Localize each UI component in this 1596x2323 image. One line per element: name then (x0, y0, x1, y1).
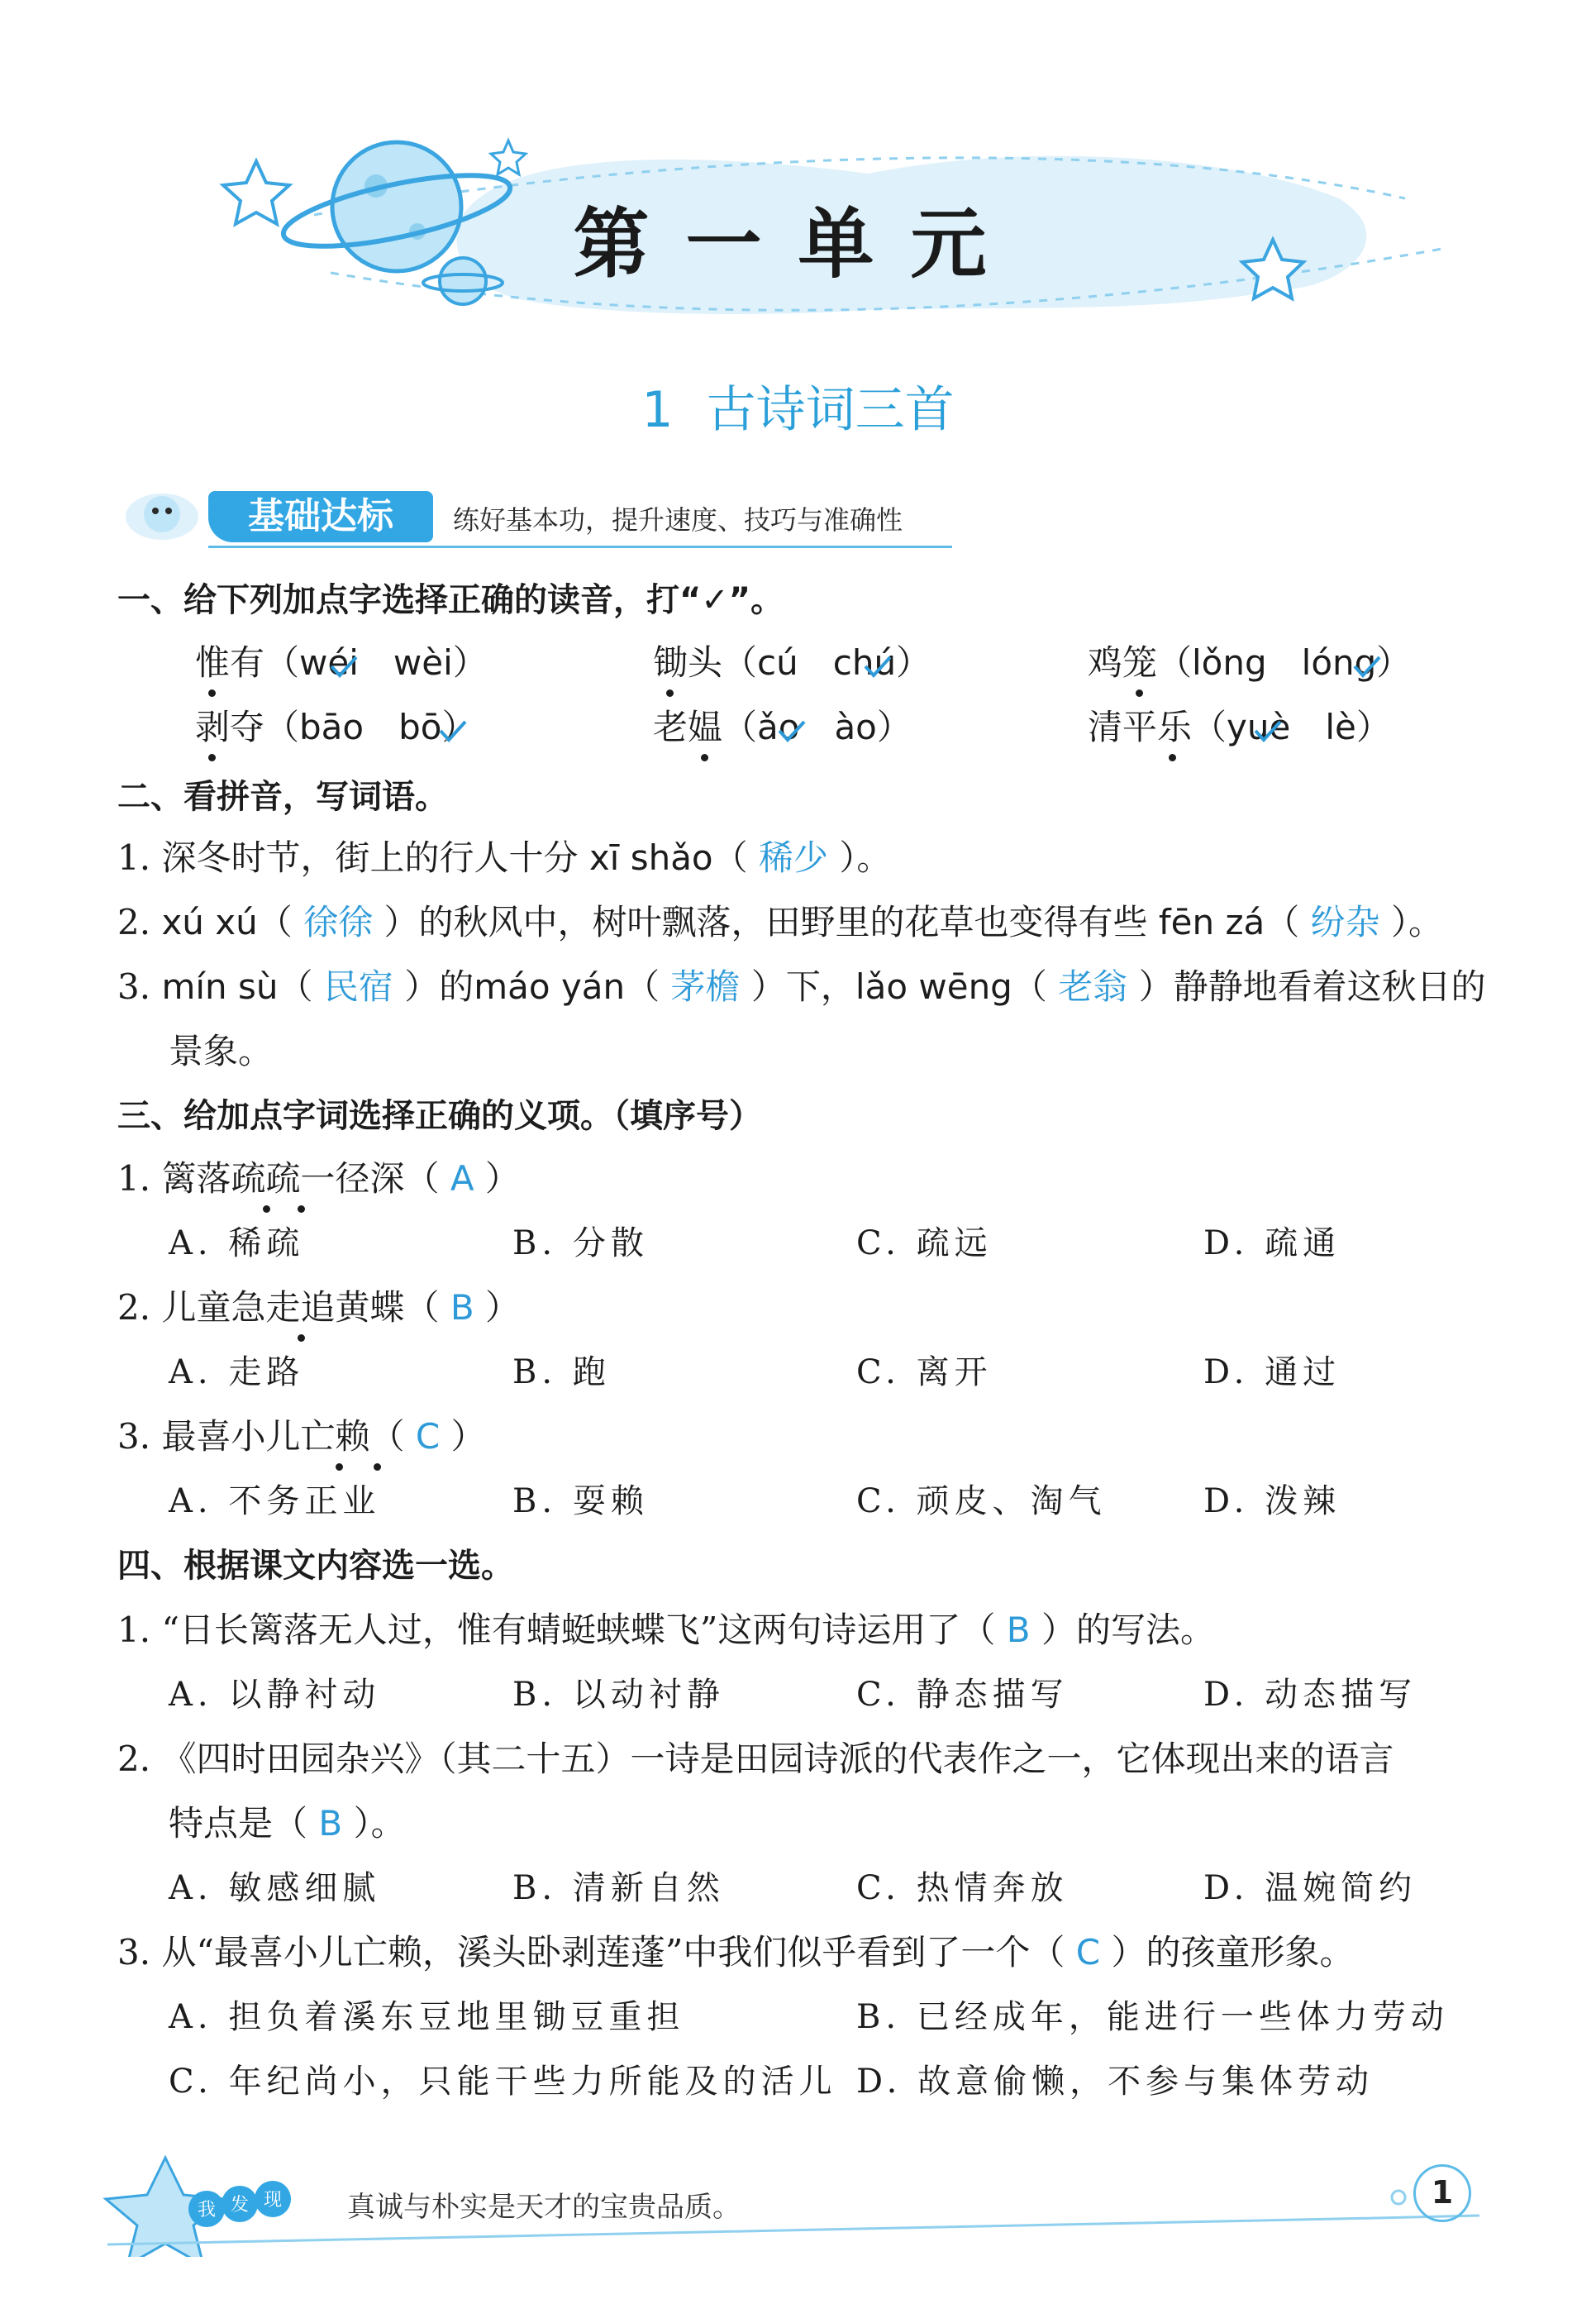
emphasis-dot (336, 1463, 343, 1471)
option: B. 分散 (512, 1224, 649, 1262)
emphasis-dot (208, 689, 216, 697)
option: C. 顽皮、淘气 (856, 1482, 1107, 1520)
check-icon (1352, 655, 1382, 680)
option: A. 不务正业 (169, 1482, 381, 1520)
answer: B (450, 1287, 474, 1328)
emphasis-dot (298, 1334, 305, 1342)
question-line: 1. 深冬时节，街上的行人十分 xī shǎo（ 稀少 ）。 (117, 837, 892, 878)
option: A. 走路 (169, 1353, 305, 1391)
check-icon (438, 719, 468, 744)
lesson-number: 1 (641, 381, 674, 439)
option: D. 温婉简约 (1203, 1869, 1417, 1907)
footer-tag-char: 现 (263, 2190, 282, 2211)
check-icon (329, 655, 359, 680)
emphasis-dot (208, 754, 216, 761)
option: A. 敏感细腻 (169, 1869, 381, 1907)
question-line: 2. 儿童急走追黄蝶（ B ） (117, 1287, 520, 1328)
footer-tag-char: 我 (197, 2200, 216, 2220)
emphasis-dot (666, 689, 674, 697)
question-line: 2. xú xú（ 徐徐 ）的秋风中，树叶飘落，田野里的花草也变得有些 fēn zá（ 纷杂 ）。 (117, 902, 1443, 942)
footer-tag-char: 发 (230, 2195, 249, 2216)
answer: 稀少 (758, 837, 828, 878)
banner-underline (208, 546, 952, 548)
option: A. 以静衬动 (169, 1676, 381, 1714)
question-line: 3. 最喜小儿亡赖（ C ） (117, 1416, 486, 1457)
question-line-continued: 特点是（ B ）。 (169, 1803, 406, 1844)
answer: C (1075, 1932, 1101, 1972)
option: C. 离开 (856, 1353, 993, 1391)
option: C. 年纪尚小，只能干些力所能及的活儿 (169, 2063, 837, 2101)
answer: 茅檐 (670, 966, 741, 1007)
emphasis-dot (263, 1205, 270, 1213)
question-line: 1. “日长篱落无人过，惟有蜻蜓蛱蝶飞”这两句诗运用了（ B ）的写法。 (117, 1610, 1215, 1650)
section-subtitle: 练好基本功，提升速度、技巧与准确性 (453, 504, 903, 536)
question-line: 3. mín sù（ 民宿 ）的máo yán（ 茅檐 ）下，lǎo wēng（ 老翁 ）静静地看着这秋日的 (117, 966, 1486, 1007)
question-line-continued: 景象。 (169, 1031, 274, 1071)
option: D. 动态描写 (1203, 1676, 1417, 1714)
lesson-name: 古诗词三首 (706, 381, 955, 439)
emphasis-dot (1136, 689, 1143, 697)
answer: 民宿 (323, 966, 393, 1007)
question-line: 3. 从“最喜小儿亡赖，溪头卧剥莲蓬”中我们似乎看到了一个（ C ）的孩童形象。 (117, 1932, 1355, 1972)
pinyin-item: 老媪（ǎo ào） (653, 707, 912, 747)
pinyin-item: 剥夺（bāo bō） (195, 707, 477, 747)
answer: B (318, 1803, 343, 1844)
answer: 老翁 (1058, 966, 1128, 1007)
pinyin-item: 锄头（cú chú） (653, 642, 931, 683)
footer-quote: 真诚与朴实是天才的宝贵品质。 (347, 2191, 741, 2224)
star-icon (491, 141, 526, 174)
check-icon (777, 719, 807, 744)
option: B. 以动衬静 (512, 1676, 725, 1714)
option: D. 泼辣 (1203, 1482, 1341, 1520)
pinyin-item: 鸡笼（lǒng lóng） (1088, 642, 1412, 683)
answer: 徐徐 (303, 902, 374, 942)
option: A. 担负着溪东豆地里锄豆重担 (169, 1998, 685, 2036)
question-line: 2. 《四时田园杂兴》（其二十五）一诗是田园诗派的代表作之一，它体现出来的语言 (117, 1739, 1394, 1779)
option: C. 热情奔放 (856, 1869, 1069, 1907)
option: B. 耍赖 (512, 1482, 649, 1520)
question-line: 1. 篱落疏疏一径深（ A ） (117, 1158, 520, 1199)
mascot-icon (126, 494, 198, 540)
section3-title: 三、给加点字词选择正确的义项。（填序号） (117, 1097, 762, 1135)
answer: 纷杂 (1310, 902, 1380, 942)
section1-title: 一、给下列加点字选择正确的读音，打“✓”。 (117, 581, 784, 619)
option: C. 静态描写 (856, 1676, 1069, 1714)
emphasis-dot (701, 754, 708, 761)
option: A. 稀疏 (169, 1224, 305, 1262)
option: C. 疏远 (856, 1224, 993, 1262)
section-badge: 基础达标 (208, 491, 433, 542)
answer: B (1006, 1610, 1031, 1650)
option: D. 疏通 (1203, 1224, 1341, 1262)
option: D. 通过 (1203, 1353, 1341, 1391)
emphasis-dot (1169, 754, 1176, 761)
section4-title: 四、根据课文内容选一选。 (117, 1547, 514, 1585)
check-icon (1253, 719, 1283, 744)
lesson-title (0, 370, 1596, 441)
section2-title: 二、看拼音，写词语。 (117, 778, 448, 816)
option: B. 跑 (512, 1353, 611, 1391)
page-number: 1 (1413, 2164, 1471, 2222)
option: B. 清新自然 (512, 1869, 725, 1907)
pinyin-item: 清平乐（yuè lè） (1088, 707, 1391, 747)
option: B. 已经成年，能进行一些体力劳动 (856, 1998, 1449, 2036)
unit-title: 第一单元 (573, 200, 1023, 289)
answer: A (450, 1158, 474, 1199)
emphasis-dot (298, 1205, 305, 1213)
check-icon (863, 655, 893, 680)
emphasis-dot (374, 1463, 381, 1471)
pinyin-item: 惟有（wéi wèi） (195, 642, 488, 683)
option: D. 故意偷懒，不参与集体劳动 (856, 2063, 1374, 2101)
answer: C (415, 1416, 441, 1457)
